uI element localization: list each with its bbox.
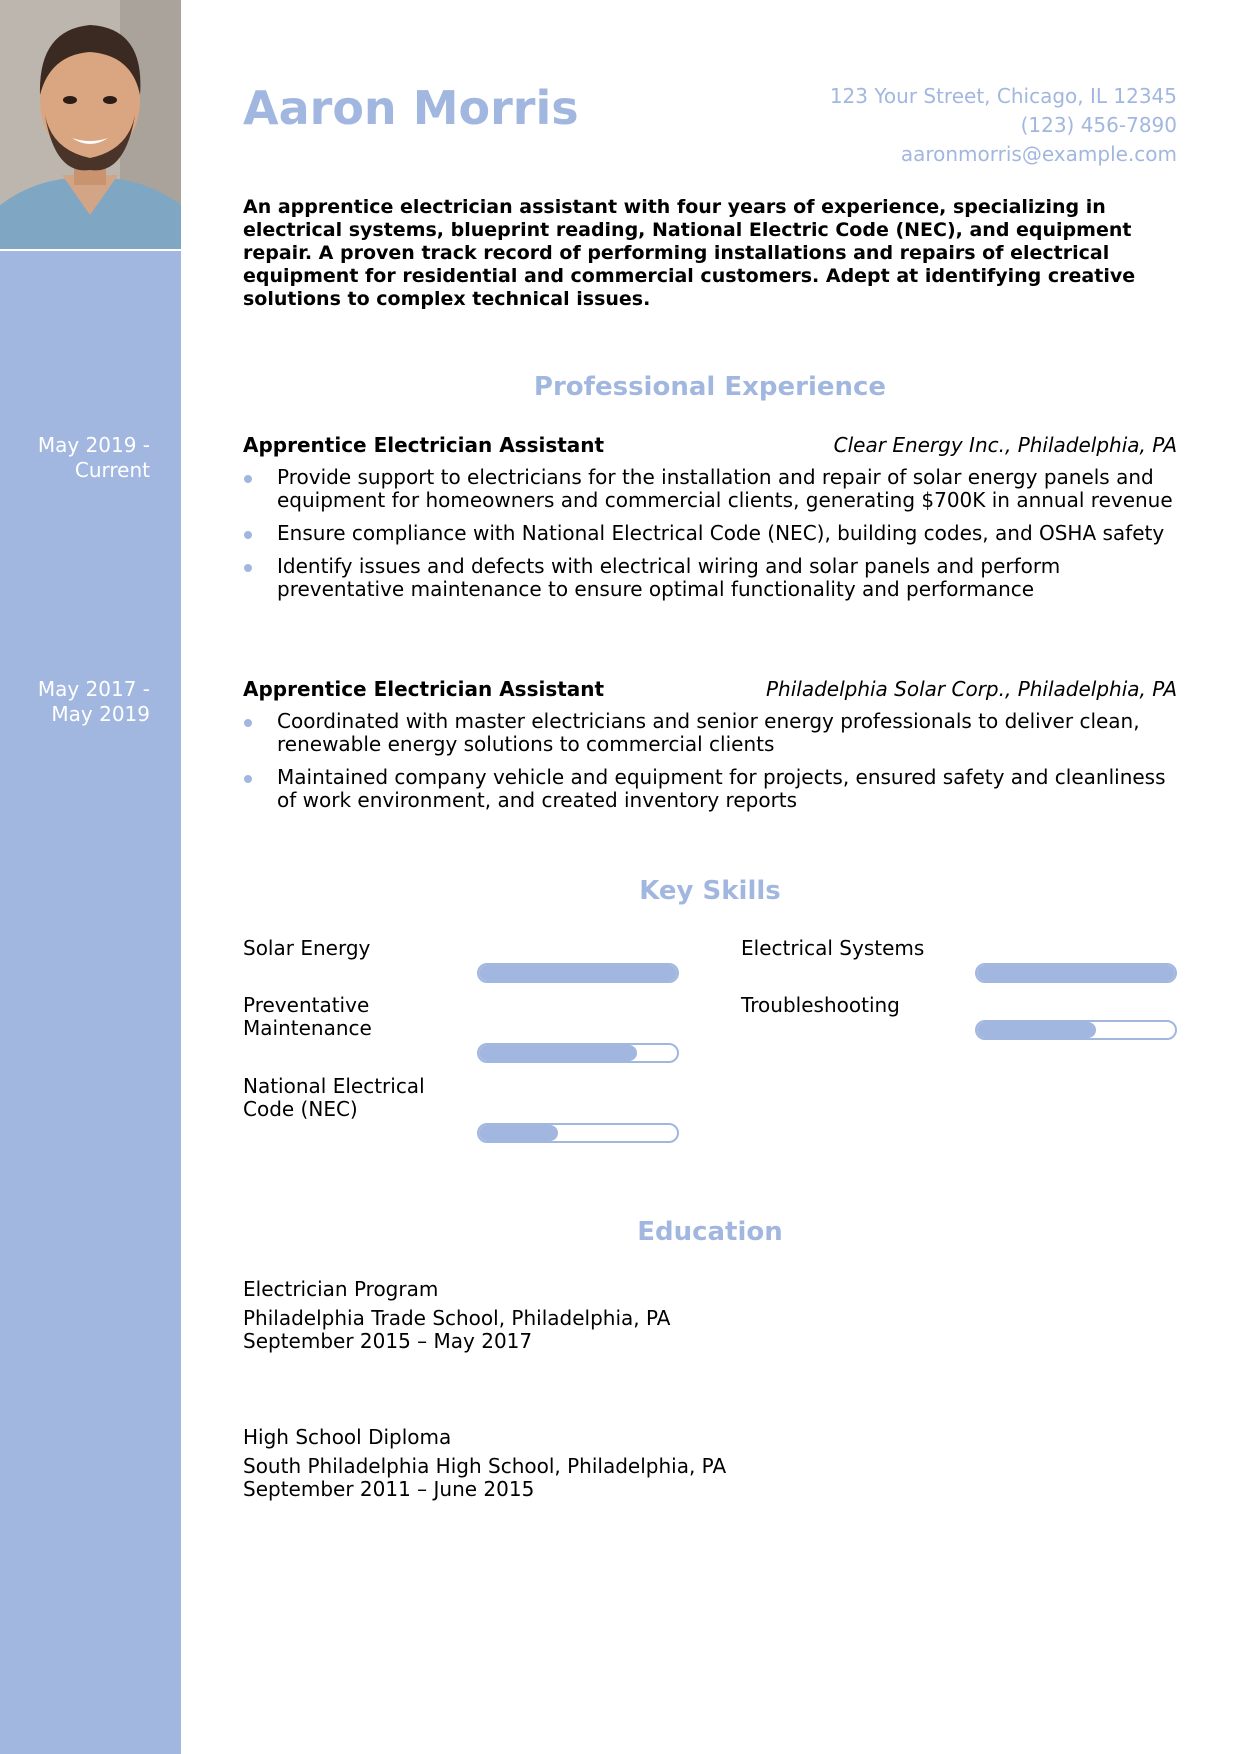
list-item: Provide support to electricians for the installation and repair of solar energy panels and equipment for homeowners and commercial clients, generating $700K in annual revenue xyxy=(243,466,1177,512)
job-1-title: Apprentice Electrician Assistant xyxy=(243,433,605,457)
education-item-1 xyxy=(243,1276,943,1352)
skill-bar-fill xyxy=(479,1045,637,1061)
skill-troubleshooting xyxy=(741,994,1175,1074)
skill-preventative-maintenance xyxy=(243,994,677,1074)
skill-name: Solar Energy xyxy=(243,936,371,960)
job-2-bullets xyxy=(243,710,1177,812)
skill-name: National Electrical Code (NEC) xyxy=(243,1074,425,1121)
job-2-company: Philadelphia Solar Corp., Philadelphia, PA xyxy=(765,677,1177,701)
contact-email: aaronmorris@example.com xyxy=(900,142,1177,166)
list-item: Maintained company vehicle and equipment for projects, ensured safety and cleanliness of work environment, and created inventory reports xyxy=(243,766,1177,812)
skill-bar xyxy=(477,1043,679,1063)
list-item: Ensure compliance with National Electrical Code (NEC), building codes, and OSHA safety xyxy=(243,522,1177,545)
skill-bar xyxy=(477,1123,679,1143)
skill-bar xyxy=(975,1020,1177,1040)
skill-bar xyxy=(477,963,679,983)
skill-name: Troubleshooting xyxy=(741,993,900,1017)
job-1-bullets xyxy=(243,466,1177,601)
skill-bar xyxy=(975,963,1177,983)
job-2-date-end: May 2019 xyxy=(51,702,150,726)
education-dates: September 2011 – June 2015 xyxy=(243,1477,535,1501)
avatar xyxy=(0,0,181,249)
education-school: South Philadelphia High School, Philadelphia, PA xyxy=(243,1454,727,1478)
summary: An apprentice electrician assistant with four years of experience, specializing in electrical systems, blueprint reading, National Electric Code (NEC), and equipment repair. A proven track record of performing installations and repairs of electrical equipment for residential and commercial customers. Adept at identifying creative solutions to complex technical issues. xyxy=(243,196,1136,310)
job-2 xyxy=(243,676,1177,822)
job-2-dates xyxy=(38,677,150,727)
skill-name: Electrical Systems xyxy=(741,936,925,960)
profile-photo xyxy=(0,0,181,251)
job-1-dates xyxy=(38,433,150,483)
skill-nec xyxy=(243,1075,677,1155)
job-1-date-start: May 2019 - xyxy=(37,433,150,457)
skill-bar-fill xyxy=(479,1125,558,1141)
sidebar xyxy=(0,0,181,1754)
contact-address: 123 Your Street, Chicago, IL 12345 xyxy=(829,84,1177,108)
job-2-date-start: May 2017 - xyxy=(37,677,150,701)
experience-heading: Professional Experience xyxy=(533,372,887,402)
education-degree: Electrician Program xyxy=(243,1277,439,1301)
education-degree: High School Diploma xyxy=(243,1425,452,1449)
list-item: Identify issues and defects with electrical wiring and solar panels and perform preventative maintenance to ensure optimal functionality and performance xyxy=(243,555,1177,601)
skills-heading: Key Skills xyxy=(639,876,781,906)
education-item-2 xyxy=(243,1424,943,1500)
job-2-title: Apprentice Electrician Assistant xyxy=(243,677,605,701)
education-school: Philadelphia Trade School, Philadelphia, PA xyxy=(243,1306,671,1330)
contact-info xyxy=(830,82,1177,169)
skill-bar-fill xyxy=(977,965,1175,981)
candidate-name: Aaron Morris xyxy=(243,81,579,135)
job-1-company: Clear Energy Inc., Philadelphia, PA xyxy=(833,433,1177,457)
education-heading: Education xyxy=(637,1217,783,1247)
contact-phone: (123) 456-7890 xyxy=(1020,113,1177,137)
list-item: Coordinated with master electricians and senior energy professionals to deliver clean, renewable energy solutions to commercial clients xyxy=(243,710,1177,756)
job-1-date-end: Current xyxy=(74,458,150,482)
education-dates: September 2015 – May 2017 xyxy=(243,1329,533,1353)
skill-name: Preventative Maintenance xyxy=(243,993,372,1040)
skill-bar-fill xyxy=(977,1022,1096,1038)
skill-bar-fill xyxy=(479,965,677,981)
job-1 xyxy=(243,432,1177,611)
